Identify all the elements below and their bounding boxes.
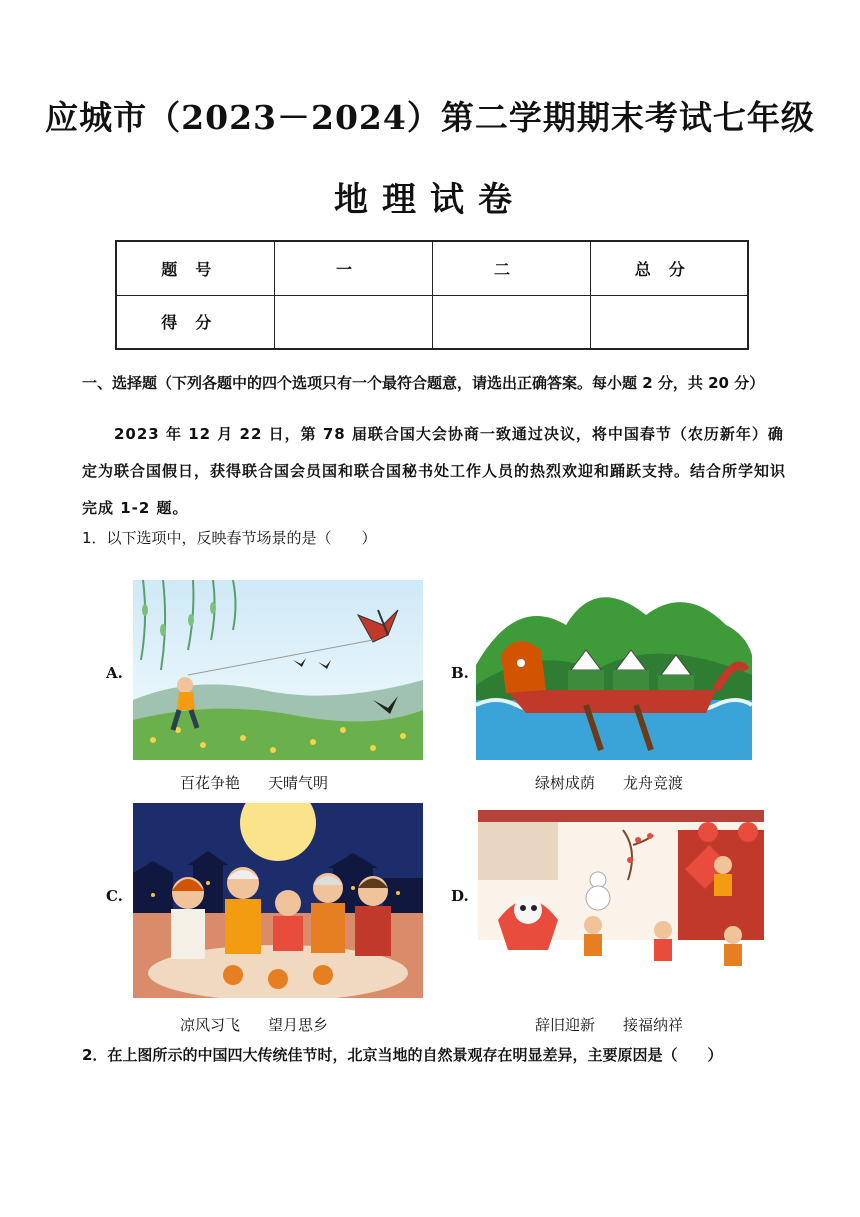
exam-title: 应城市（2023－2024）第二学期期末考试七年级 <box>45 98 815 137</box>
caption-text: 天晴气明 <box>268 774 329 792</box>
caption-text: 绿树成荫 <box>535 774 596 792</box>
caption-text: 凉风习飞 <box>180 1016 241 1034</box>
score-header-row <box>116 241 748 295</box>
option-a-image <box>133 580 423 760</box>
option-a-caption <box>180 772 328 793</box>
score-cell <box>274 295 432 349</box>
option-a-label: A. <box>106 664 123 682</box>
exam-subtitle: 地理试卷 <box>334 180 526 220</box>
score-cell <box>432 295 590 349</box>
caption-text: 龙舟竞渡 <box>623 774 684 792</box>
score-value-row <box>116 295 748 349</box>
caption-text: 百花争艳 <box>180 774 241 792</box>
option-d-label: D. <box>451 887 469 905</box>
score-cell: 题号 <box>116 241 274 295</box>
reading-passage: 2023 年 12 月 22 日，第 78 届联合国大会协商一致通过决议，将中国春节（农历新年）确定为联合国假日，获得联合国会员国和联合国秘书处工作人员的热烈欢迎和踊跃支持。结合所学知识完成 1-2 题。 <box>82 425 787 517</box>
option-b-label: B. <box>451 664 469 682</box>
score-cell: 得分 <box>116 295 274 349</box>
option-c-caption <box>180 1014 328 1035</box>
section-heading: 一、选择题（下列各题中的四个选项只有一个最符合题意，请选出正确答案。每小题 2 分，共 20 分） <box>82 374 765 392</box>
option-b-caption <box>535 772 683 793</box>
score-cell: 一 <box>274 241 432 295</box>
caption-text: 辞旧迎新 <box>535 1016 596 1034</box>
score-cell: 二 <box>432 241 590 295</box>
score-table <box>115 240 749 350</box>
option-c-label: C. <box>106 887 123 905</box>
option-d-caption <box>535 1014 683 1035</box>
option-c-image <box>133 803 423 998</box>
caption-text: 接福纳祥 <box>623 1016 684 1034</box>
score-cell: 总分 <box>590 241 748 295</box>
caption-text: 望月思乡 <box>268 1016 329 1034</box>
option-b-image <box>476 575 752 760</box>
question-1: 1．以下选项中，反映春节场景的是（ ） <box>82 529 377 547</box>
score-cell <box>590 295 748 349</box>
option-d-image <box>478 810 764 1000</box>
question-2: 2．在上图所示的中国四大传统佳节时，北京当地的自然景观存在明显差异，主要原因是（ ） <box>82 1046 723 1064</box>
